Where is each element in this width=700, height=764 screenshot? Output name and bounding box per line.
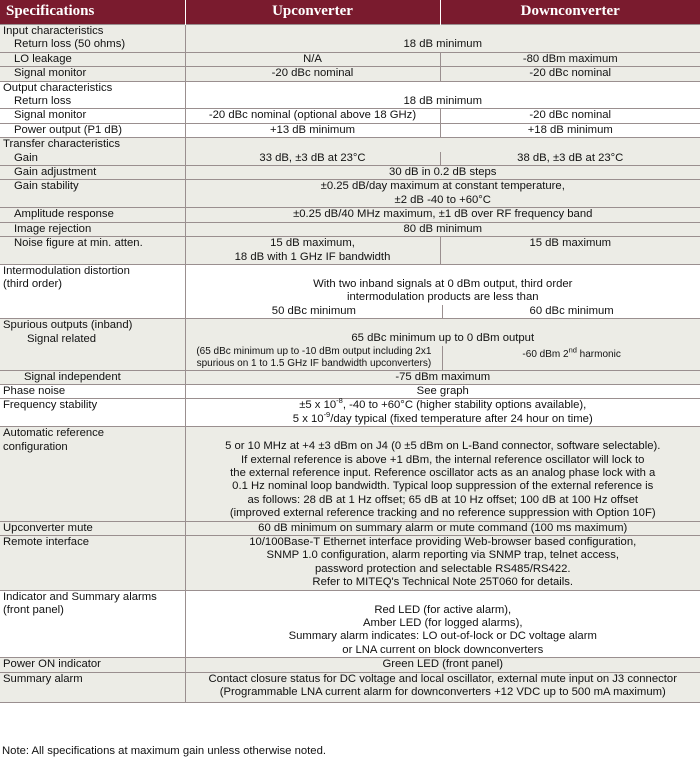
power-output-up: +13 dB minimum: [185, 123, 440, 137]
table-row: [0, 521, 700, 535]
imd-value: With two inband signals at 0 dBm output, third order intermodulation products are less than 50 dBc minimum 60 dBc minimum: [185, 264, 700, 318]
output-signal-monitor-label: Signal monitor: [0, 109, 185, 123]
table-row: [0, 427, 700, 521]
output-title: Output characteristics: [0, 81, 185, 95]
gain-stability-value: ±0.25 dB/day maximum at constant temperature, ±2 dB -40 to +60°C: [185, 180, 700, 208]
lo-leakage-label: LO leakage: [0, 52, 185, 66]
gain-up: 33 dB, ±3 dB at 23°C: [185, 152, 440, 166]
amplitude-response-value: ±0.25 dB/40 MHz maximum, ±1 dB over RF frequency band: [185, 208, 700, 222]
header-downconverter: Downconverter: [440, 0, 700, 25]
gain-adjustment-value: 30 dB in 0.2 dB steps: [185, 166, 700, 180]
signal-independent-label: Signal independent: [0, 370, 185, 384]
table-row: [0, 384, 700, 398]
signal-independent-value: -75 dBm maximum: [185, 370, 700, 384]
table-header: [0, 0, 700, 25]
table-row: [0, 208, 700, 222]
spurious-label: Spurious outputs (inband) Signal related: [0, 319, 185, 370]
input-signal-monitor-down: -20 dBc nominal: [440, 67, 700, 81]
table-row: [0, 658, 700, 672]
table-row: [0, 38, 700, 52]
gain-down: 38 dB, ±3 dB at 23°C: [440, 152, 700, 166]
input-signal-monitor-label: Signal monitor: [0, 67, 185, 81]
lo-leakage-up: N/A: [185, 52, 440, 66]
indicator-label: Indicator and Summary alarms (front panel): [0, 590, 185, 658]
gain-label: Gain: [0, 152, 185, 166]
lo-leakage-down: -80 dBm maximum: [440, 52, 700, 66]
output-signal-monitor-down: -20 dBc nominal: [440, 109, 700, 123]
power-on-label: Power ON indicator: [0, 658, 185, 672]
noise-figure-up: 15 dB maximum, 18 dB with 1 GHz IF bandwidth: [185, 237, 440, 265]
amplitude-response-label: Amplitude response: [0, 208, 185, 222]
remote-interface-value: 10/100Base-T Ethernet interface providing Web-browser based configuration, SNMP 1.0 configuration, alarm reporting via SNMP trap, telnet access, password protection and selectable RS485/RS422. Refer to MITEQ's Technical Note 25T060 for details.: [185, 536, 700, 591]
table-row: [0, 95, 700, 109]
input-title: Input characteristics: [0, 25, 185, 39]
spurious-related-up: (65 dBc minimum up to -10 dBm output including 2x1 spurious on 1 to 1.5 GHz IF bandwidth upconverters): [196, 345, 432, 369]
imd-label: Intermodulation distortion (third order): [0, 264, 185, 318]
header-specifications: Specifications: [0, 0, 185, 25]
imd-down: 60 dBc minimum: [442, 305, 700, 318]
indicator-value: Red LED (for active alarm), Amber LED (for logged alarms), Summary alarm indicates: LO out-of-lock or DC voltage alarm or LNA current on block downconverters: [185, 590, 700, 658]
table-row: [0, 109, 700, 123]
table-row: [0, 67, 700, 81]
table-row: [0, 237, 700, 265]
table-row: [0, 25, 700, 39]
table-row: [0, 180, 700, 208]
spurious-related-down: -60 dBm 2nd harmonic: [442, 346, 700, 370]
frequency-stability-value: ±5 x $10^{-8}$, -40 to +60°C (higher stability options available), 5 x $10^{-9}$/day typical (fixed temperature after 24 hour on time): [185, 399, 700, 427]
table-row: [0, 123, 700, 137]
output-return-loss-label: Return loss: [0, 95, 185, 109]
auto-reference-value: 5 or 10 MHz at +4 ±3 dBm on J4 (0 ±5 dBm on L-Band connector, software selectable). If external reference is above +1 dBm, the internal reference oscillator will lock to the external reference input. Reference oscillator acts as an analog phase lock with a 0.1 Hz nominal loop bandwidth. Typical loop suppression of the external reference is as follows: 28 dB at 1 Hz offset; 65 dB at 10 Hz offset; 100 dB at 100 Hz offset (improved external reference tracking and no reference suppression with Option 10F): [185, 427, 700, 521]
table-row: [0, 166, 700, 180]
table-row: [0, 81, 700, 95]
table-row: [0, 264, 700, 318]
table-row: [0, 672, 700, 703]
auto-reference-label: Automatic reference configuration: [0, 427, 185, 521]
image-rejection-value: 80 dB minimum: [185, 222, 700, 236]
phase-noise-label: Phase noise: [0, 384, 185, 398]
table-row: [0, 152, 700, 166]
table-row: [0, 536, 700, 591]
transfer-title: Transfer characteristics: [0, 138, 185, 152]
gain-stability-label: Gain stability: [0, 180, 185, 208]
frequency-stability-label: Frequency stability: [0, 399, 185, 427]
input-signal-monitor-up: -20 dBc nominal: [185, 67, 440, 81]
header-upconverter: Upconverter: [185, 0, 440, 25]
table-row: [0, 138, 700, 152]
table-row: [0, 52, 700, 66]
input-return-loss-value: 18 dB minimum: [185, 38, 700, 52]
summary-alarm-value: Contact closure status for DC voltage and local oscillator, external mute input on J3 connector (Programmable LNA current alarm for downconverters +12 VDC up to 500 mA maximum): [185, 672, 700, 703]
footnote: Note: All specifications at maximum gain unless otherwise noted.: [2, 745, 327, 757]
table-row: [0, 590, 700, 658]
noise-figure-label: Noise figure at min. atten.: [0, 237, 185, 265]
table-row: [0, 222, 700, 236]
table-row: [0, 370, 700, 384]
power-output-label: Power output (P1 dB): [0, 123, 185, 137]
noise-figure-down: 15 dB maximum: [440, 237, 700, 265]
output-return-loss-value: 18 dB minimum: [185, 95, 700, 109]
remote-interface-label: Remote interface: [0, 536, 185, 591]
upconverter-mute-value: 60 dB minimum on summary alarm or mute command (100 ms maximum): [185, 521, 700, 535]
table-row: [0, 319, 700, 370]
imd-up: 50 dBc minimum: [271, 304, 356, 317]
spurious-related-value: 65 dBc minimum up to 0 dBm output (65 dBc minimum up to -10 dBm output including 2x1 spurious on 1 to 1.5 GHz IF bandwidth upconverters) -60 dBm 2nd harmonic: [185, 319, 700, 370]
power-on-value: Green LED (front panel): [185, 658, 700, 672]
upconverter-mute-label: Upconverter mute: [0, 521, 185, 535]
table-row: [0, 399, 700, 427]
image-rejection-label: Image rejection: [0, 222, 185, 236]
phase-noise-value: See graph: [185, 384, 700, 398]
output-signal-monitor-up: -20 dBc nominal (optional above 18 GHz): [185, 109, 440, 123]
input-return-loss-label: Return loss (50 ohms): [0, 38, 185, 52]
gain-adjustment-label: Gain adjustment: [0, 166, 185, 180]
summary-alarm-label: Summary alarm: [0, 672, 185, 703]
power-output-down: +18 dB minimum: [440, 123, 700, 137]
